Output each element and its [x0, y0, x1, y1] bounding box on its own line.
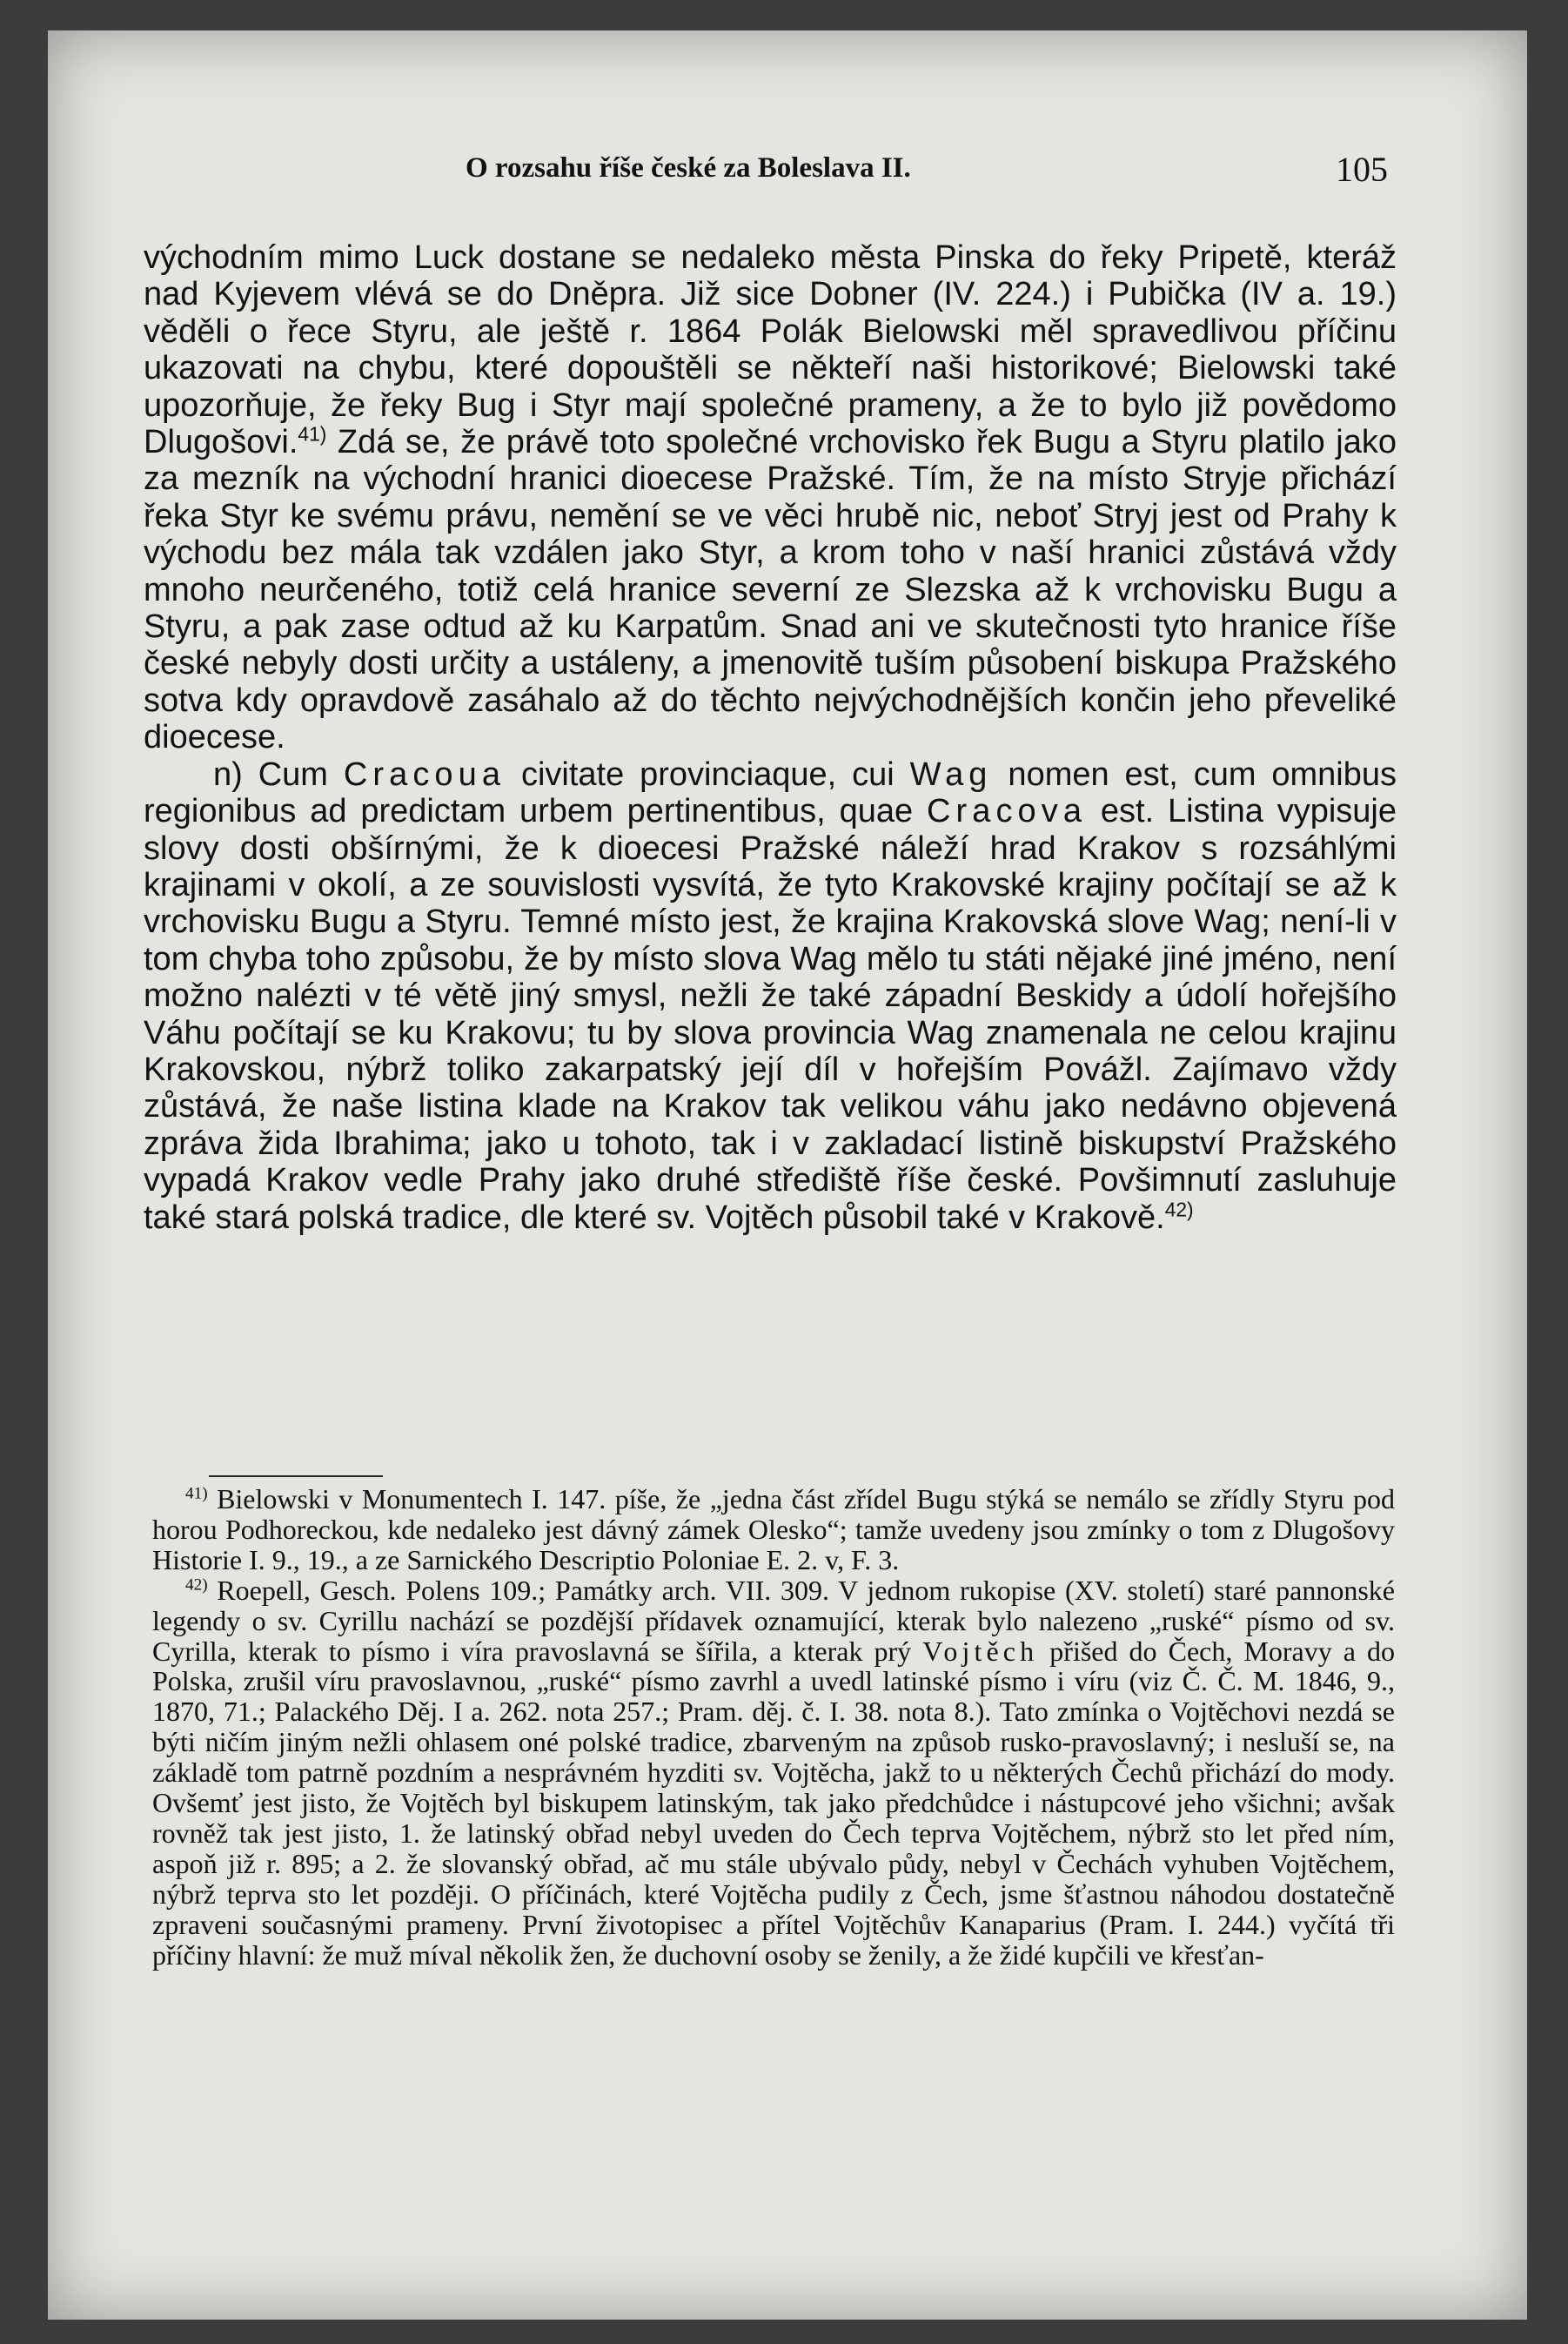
paragraph: [144, 239, 1397, 756]
page-number: 105: [1336, 150, 1388, 189]
spaced-emphasis: Cracova: [926, 793, 1088, 830]
paragraph: [144, 756, 1397, 1236]
text-run: Bielowski v Monumentech I. 147. píše, že „jedna část zřídel Bugu stýká se nemálo se zřídly Styru pod horou Podhoreckou, kde nedaleko jest dávný zámek Olesko“; tamže uvedeny jsou zmínky o tom z Dlugošovy Historie I. 9., 19., a ze Sarnického Descriptio Poloniae E. 2. v, F. 3.: [152, 1483, 1395, 1575]
footnote-marker: 41): [298, 422, 327, 446]
text-run: civitate provinciaque, cui: [506, 756, 910, 793]
footnotes: [152, 1484, 1395, 1971]
text-run: východním mimo Luck dostane se nedaleko města Pinska do řeky Pripetě, kteráž nad Kyjevem vlévá se do Dněpra. Již sice Dobner (IV. 224.) i Pubička (IV a. 19.) věděli o řece Styru, ale ještě r. 1864 Polák Bielowski měl spravedlivou příčinu ukazovati na chybu, které dopouštěli se někteří naši historikové; Bielowski také upozorňuje, že řeky Bug i Styr mají společné prameny, a že to bylo již povědomo Dlugošovi.: [144, 239, 1397, 461]
footnote: [152, 1575, 1395, 1971]
text-run: přišed do Čech, Moravy a do Polska, zrušil víru pravoslavnou, „ruské“ písmo zavrhl a uvedl latinské písmo i víru (viz Č. Č. M. 1846, 9., 1870, 71.; Palackého Děj. I a. 262. nota 257.; Pram. děj. č. I. 38. nota 8.). Tato zmínka o Vojtěchovi nezdá se býti ničím jiným nežli ohlasem oné polské tradice, zbarveným na způsob rusko-pravoslavný; i nesluší se, na základě tom patrně pozdním a nesprávném hyzditi sv. Vojtěcha, jakž to u některých Čechů přichází do mody. Ovšemť jest jisto, že Vojtěch byl biskupem latinským, tak jako předchůdce i nástupcové jeho všichni; avšak rovněž tak jest jisto, 1. že latinský obřad nebyl uveden do Čech teprva Vojtěchem, nýbrž sto let před ním, aspoň již r. 895; a 2. že slovanský obřad, ač mu stále ubývalo půdy, nebyl v Čechách vyhuben Vojtěchem, nýbrž teprva sto let později. O příčinách, které Vojtěcha pudily z Čech, jsme šťastnou náhodou dostatečně zpraveni současnými prameny. První životopisec a přítel Vojtěchův Kanaparius (Pram. I. 244.) vyčítá tři příčiny hlavní: že muž míval několik žen, že duchovní osoby se ženily, a že židé kupčili ve křesťan-: [152, 1635, 1396, 1971]
text-run: est. Listina vypisuje slovy dosti obšírnými, že k dioecesi Pražské náleží hrad Krakov s rozsáhlými krajinami v okolí, a ze souvislosti vysvítá, že tyto Krakovské krajiny počítají se až k vrchovisku Bugu a Styru. Temné místo jest, že krajina Krakovská slove Wag; není-li v tom chyba toho způsobu, že by místo slova Wag mělo tu státi nějaké jiné jméno, není možno nalézti v té větě jiný smysl, nežli že také západní Beskidy a údolí hořejšího Váhu počítají se ku Krakovu; tu by slova provincia Wag znamenala ne celou krajinu Krakovskou, nýbrž toliko zakarpatský její díl v hořejším Povážl. Zajímavo vždy zůstává, že naše listina klade na Krakov tak velikou váhu jako nedávno objevená zpráva žida Ibrahima; jako u tohoto, tak i v zakladací listině biskupství Pražského vypadá Krakov vedle Prahy jako druhé střediště říše české. Povšimnutí zasluhuje také stará polská tradice, dle které sv. Vojtěch působil také v Krakově.: [144, 793, 1397, 1236]
text-run: n) Cum: [213, 756, 344, 793]
footnote-marker: 42): [1164, 1197, 1194, 1220]
text-run: Roepell, Gesch. Polens 109.; Památky arch. VII. 309. V jednom rukopise (XV. století) staré pannonské legendy o sv. Cyrillu nachází se pozdější přídavek oznamující, kterak bylo nalezeno „ruské“ písmo od sv. Cyrilla, kterak to písmo i víra pravoslavná se šířila, a kterak prý: [152, 1574, 1395, 1667]
text-run: Zdá se, že právě toto společné vrchovisko řek Bugu a Styru platilo jako za mezník na východní hranici dioecese Pražské. Tím, že na místo Stryje přichází řeka Styr ke svému právu, nemění se ve věci hrubě nic, neboť Stryj jest od Prahy k východu bez mála tak vzdálen jako Styr, a krom toho v naší hranici zůstává vždy mnoho neurčeného, totiž celá hranice severní ze Slezska až k vrchovisku Bugu a Styru, a pak zase odtud až ku Karpatům. Snad ani ve skutečnosti tyto hranice říše české nebyly dosti určity a ustáleny, a jmenovitě tuším působení biskupa Pražského sotva kdy opravdově zasáhalo až do těchto nejvýchodnějších končin jeho převeliké dioecese.: [144, 424, 1397, 756]
spaced-emphasis: Cracoua: [343, 756, 506, 793]
spaced-emphasis: Vojtěch: [922, 1635, 1039, 1667]
spaced-emphasis: Wag: [909, 756, 993, 793]
header-title: O rozsahu říše české za Boleslava II.: [466, 152, 911, 184]
footnote: [152, 1484, 1395, 1575]
footnote-marker: 42): [185, 1575, 208, 1595]
main-text: [144, 239, 1397, 1236]
running-header: [48, 152, 1527, 205]
scanned-page: [48, 30, 1527, 2320]
footnote-marker: 41): [185, 1484, 208, 1503]
footnote-separator: [209, 1475, 383, 1477]
text-run: nomen est, cum omnibus regionibus ad predictam urbem pertinentibus, quae: [144, 756, 1397, 830]
